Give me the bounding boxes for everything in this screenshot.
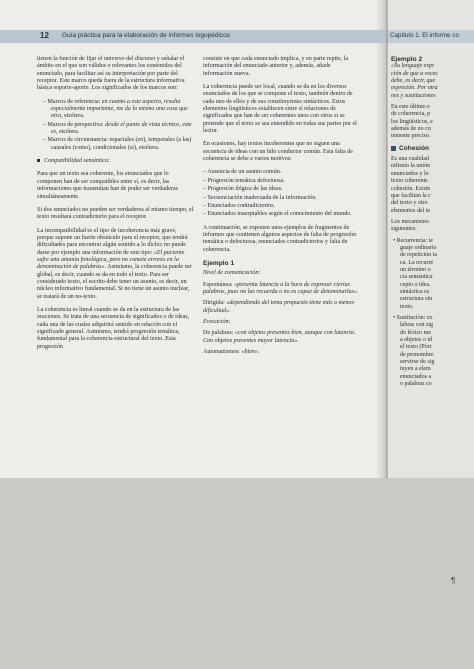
paragraph: A continuación, se exponen unos ejemplos de fragmentos de informes que contienen algunos aspectos de falta de progresión temática o defectuosa, enunciados contradictorios y falta de coherencia. xyxy=(203,224,357,253)
text-line: que facilitan la c xyxy=(391,192,431,199)
section-square-icon xyxy=(391,146,396,151)
paragraph: La coherencia es lineal cuando se da en la estructura de las oraciones. Se trata de una secuencia de significados o de ideas, cada una de las cuales adquirirá sentido en relación con el significado general. Asimismo, tendrá progresión temática, fundamental para la coherencia estructural del texto. Esta progresión xyxy=(37,306,190,350)
text-line: Los mecanismo xyxy=(391,218,429,225)
right-running-title: Capítulo 1. El informe co xyxy=(390,32,459,39)
text-line: enunciados a xyxy=(400,373,432,380)
reasons-list xyxy=(203,169,360,218)
example-line: Espontánea: «presenta latencia a la hora de expresar ciertas palabras, pues no las recuerda o no es capaz de denominarlas». xyxy=(203,281,359,295)
text-line: o palabras co xyxy=(400,381,432,388)
page-number: 12 xyxy=(40,31,49,40)
example-line: Nivel de comunicación: xyxy=(203,270,261,277)
list-item: – Marcos de referencia: en cuanto a este aspecto, resulta especialmente importante, me da lo mismo una cosa que otra, etcétera. xyxy=(43,98,188,120)
text-line: labras con sig xyxy=(400,322,433,329)
frame-list xyxy=(37,99,194,152)
text-line: cepto o idea. xyxy=(400,281,431,288)
text-line: debe, es decir, que xyxy=(391,78,436,85)
paragraph: Para que un texto sea coherente, los enunciados que lo componen han de ser compatibles entre sí, es decir, las informaciones que transmitan han de poder ser verdaderas simultáneamente. xyxy=(37,171,178,200)
text-line: cohesión. Existe xyxy=(391,185,431,192)
text-line: guaje ordinario xyxy=(400,244,437,251)
running-title: Guía práctica para la elaboración de informes logopédicos xyxy=(62,32,231,39)
text-line: el texto (Port xyxy=(400,344,432,351)
paragraph: tienen la función de fijar el universo del discurso y señalar el ámbito en el que son válidos o relevantes los contenidos del enunciado, para facilitar así su interpretación por parte del receptor. Este marco queda fuera de la estructura informativa básica soporte-aporte. Los significados de los marcos son: xyxy=(37,56,185,92)
text-line: sintáctica es xyxy=(400,288,430,295)
list-item: – Progresión ilógica de las ideas. xyxy=(203,186,283,193)
text-line: de coherencia, p xyxy=(391,111,431,118)
text-line: enunciados y lo xyxy=(391,170,429,177)
text-line: nifiesto la unión xyxy=(391,163,430,170)
text-line: En este último e xyxy=(391,104,430,111)
paragraph: La incompatibilidad es el tipo de incoherencia más grave, porque supone un fuerte obstáculo para el receptor, que tendrá dificultades para encontrar algún sentido a lo dicho; no puede darse por ejemplo una información de este tipo: «El paciente sufre una anomia fonológica, pero no comete errores en la denominación de palabras». Asimismo, la coherencia puede ser global, es decir, cuando se da en todo el texto. Para ser considerado texto, el escrito debe tener un asunto, es decir, un núcleo informativo fundamental. Si no tiene un asunto nuclear, se tratará de un no-texto. xyxy=(37,227,192,300)
text-line: servirse de sig xyxy=(400,359,435,366)
text-line: cia semántica xyxy=(400,274,433,281)
right-column xyxy=(203,56,360,360)
right-page-text xyxy=(391,56,474,388)
text-line: además de no cu xyxy=(391,126,431,133)
example-line: Evocación: xyxy=(203,318,231,325)
right-page xyxy=(386,0,474,478)
example-line: Automatismos: «bien». xyxy=(203,349,260,355)
left-column xyxy=(37,56,194,357)
text-line: estructura sin xyxy=(400,296,433,303)
text-line: • Sustitución: co xyxy=(393,315,433,321)
paragraph: En ocasiones, hay textos incoherentes que no siguen una secuencia de ideas con un hilo conductor común. Esta falta de coherencia se debe a varios motivos: xyxy=(203,141,353,163)
text-line: temente preciso. xyxy=(391,133,431,140)
text-line: siguientes: xyxy=(391,226,417,233)
list-item: – Marcos de circunstancia: espaciales (en), temporales (a las) causales (como), condicionales (si), etcétera. xyxy=(43,137,192,151)
text-line: de pronombre xyxy=(400,351,434,358)
text-line: elementos del te xyxy=(391,207,430,214)
text-line: texto. xyxy=(400,303,414,310)
text-line: a objetos o id xyxy=(400,337,433,344)
text-line: Es una cualidad xyxy=(391,156,429,163)
margin-mark: ¶ xyxy=(451,576,456,585)
text-line: expresión. Por otra xyxy=(391,85,438,92)
scanner-background xyxy=(0,478,474,669)
paragraph: Si dos enunciados no pueden ser verdaderos al mismo tiempo, el texto resultará contradictorio para el receptor. xyxy=(37,206,194,221)
text-line: «Su lenguaje expr xyxy=(391,63,435,70)
example-line: Dirigida: «dependiendo del tema propuesto tiene más o menos dificultad». xyxy=(203,300,354,314)
paragraph: La coherencia puede ser local, cuando se da en los diversos enunciados de los que se compone el texto, también dentro de cada uno de ellos y de sus constituyentes sintácticos. Estos elementos lingüísticos establecen entre sí relaciones de significados que han de ser coherentes unos con otros si se pretende que el texto se sea entendido en todas sus partes por el lector. xyxy=(203,84,357,135)
text-line: do léxico me xyxy=(400,329,431,336)
gutter-shadow xyxy=(376,0,388,478)
bullet-icon xyxy=(37,159,40,162)
bullet-heading: Compatibilidad semántica: xyxy=(37,158,194,165)
list-item: – Enunciados contradictorios. xyxy=(203,202,276,209)
example-title: Ejemplo 2 xyxy=(391,56,423,63)
list-item: – Progresión temática defectuosa. xyxy=(203,177,285,184)
list-item: – Enunciados inaceptables según el conocimiento del mundo. xyxy=(203,211,352,218)
list-item: – Marcos de perspectiva: desde el punto de vista técnico, este es, etcétera. xyxy=(43,121,192,136)
text-line: nes y sustituciones xyxy=(391,92,436,99)
text-line: del texto y otro xyxy=(391,200,428,207)
text-line: ción de que a veces xyxy=(391,70,438,77)
text-line: • Recurrencia: te xyxy=(393,237,434,244)
paragraph: consiste en que cada enunciado implica, y en parte repite, la información del enunciado anterior y, además, añade información nueva. xyxy=(203,56,349,77)
example-title: Ejemplo 1 xyxy=(203,259,235,267)
text-line: ca. La recurre xyxy=(400,259,434,266)
text-line: los lingüísticos, e xyxy=(391,118,433,125)
list-item: – Secuenciación inadecuada de la información. xyxy=(203,194,317,201)
list-item: – Ausencia de un asunto común. xyxy=(203,169,282,176)
section-title: Cohesión xyxy=(391,145,474,152)
text-line: texto coherente xyxy=(391,178,428,185)
text-line: un término o xyxy=(400,266,431,273)
example-line: De palabras: «con objetos presentes bien, aunque con latencia. Con objetos presentes mayor latencia». xyxy=(203,330,356,344)
text-line: de repetición ta xyxy=(400,252,437,259)
text-line: tuyen a elem xyxy=(400,366,431,373)
